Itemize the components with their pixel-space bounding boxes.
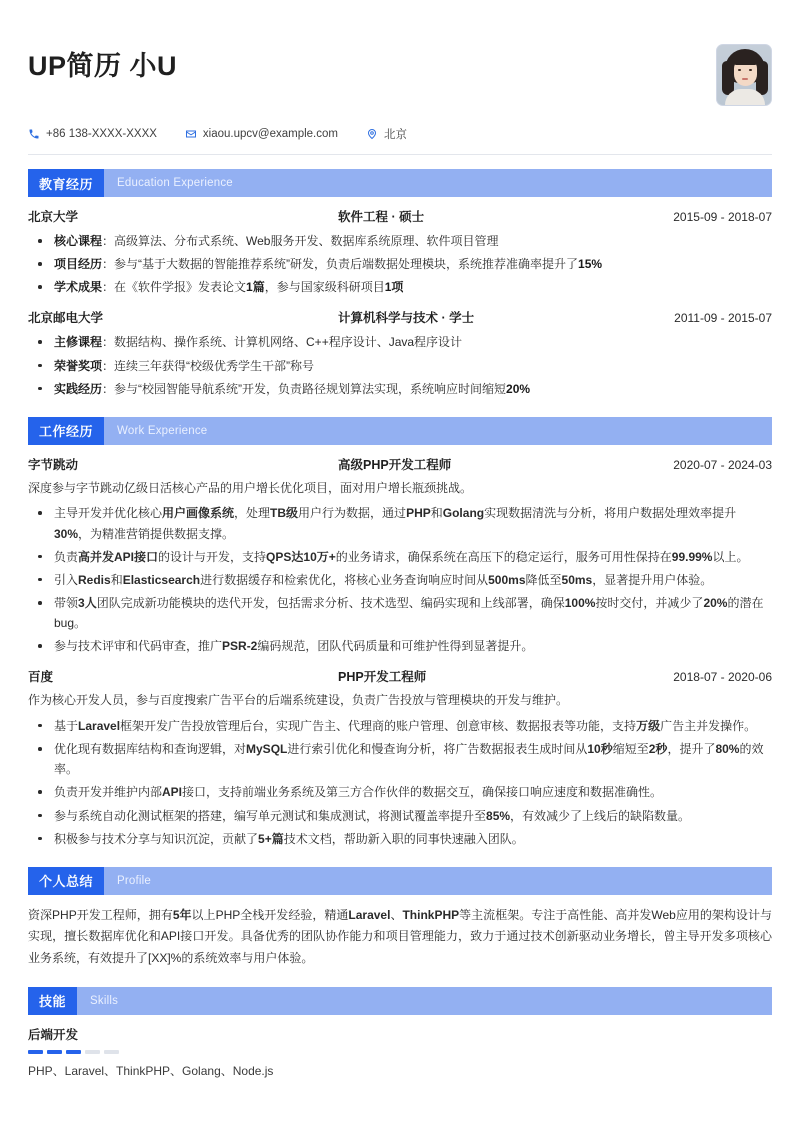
education-entry-head — [28, 207, 772, 225]
header-divider — [28, 154, 772, 155]
list-item: 主导开发并优化核心用户画像系统，处理TB级用户行为数据，通过PHP和Golang实现数据清洗与分析，将用户数据处理效率提升30%，为精准营销提供数据支撑。 — [28, 503, 772, 543]
list-item: 负责高并发API接口的设计与开发，支持QPS达10万+的业务请求，确保系统在高压下的稳定运行，服务可用性保持在99.99%以上。 — [28, 547, 772, 567]
bullet-metric: 15% — [578, 257, 603, 272]
work-summary: 深度参与字节跳动亿级日活核心产品的用户增长优化项目，面对用户增长瓶颈挑战。 — [28, 480, 473, 495]
skill-group — [28, 1025, 772, 1081]
contact-email-text: xiaou.upcv@example.com — [202, 128, 338, 140]
list-item — [28, 231, 772, 251]
list-item: 基于Laravel框架开发广告投放管理后台，实现广告主、代理商的账户管理、创意审核、数据报表等功能，支持万级广告主并发操作。 — [28, 716, 772, 736]
education-dates: 2015-09 - 2018-07 — [673, 210, 772, 224]
work-dates: 2018-07 - 2020-06 — [673, 670, 772, 685]
skill-level-dash — [66, 1050, 81, 1054]
education-org: 北京大学 — [28, 210, 79, 224]
skill-level-dash — [28, 1050, 43, 1054]
bullet-label: 实践经历 — [54, 381, 103, 396]
section-education — [28, 169, 772, 399]
contact-phone-text: +86 138-XXXX-XXXX — [46, 128, 157, 140]
section-work — [28, 417, 772, 849]
list-item — [28, 332, 772, 352]
section-title-en: Profile — [117, 874, 152, 887]
location-pin-icon — [366, 128, 378, 140]
work-role: 高级PHP开发工程师 — [338, 457, 452, 472]
list-item: 参与技术评审和代码审查，推广PSR-2编码规范，团队代码质量和可维护性得到显著提升。 — [28, 636, 772, 656]
bullet-text: ：连续三年获得“校级优秀学生干部”称号 — [102, 358, 315, 373]
list-item: 负责开发并维护内部API接口，支持前端业务系统及第三方合作伙伴的数据交互，确保接口响应速度和数据准确性。 — [28, 782, 772, 802]
bullet-metric: 20% — [506, 381, 531, 396]
education-bullets — [28, 332, 772, 398]
bullet-metric: 1项 — [384, 280, 404, 295]
work-company: 字节跳动 — [28, 457, 79, 472]
work-role: PHP开发工程师 — [338, 670, 427, 685]
avatar — [716, 44, 772, 106]
skill-items: PHP、Laravel、ThinkPHP、Golang、Node.js — [28, 1063, 274, 1078]
skill-group-title: 后端开发 — [28, 1027, 79, 1042]
bullet-label: 荣誉奖项 — [54, 358, 103, 373]
contact-email[interactable] — [185, 128, 338, 140]
list-item — [28, 277, 772, 297]
skill-level-dash — [85, 1050, 100, 1054]
section-header-education — [28, 169, 772, 197]
resume-header — [28, 0, 772, 106]
work-entry-head — [28, 667, 772, 685]
skill-level-meter — [28, 1050, 772, 1054]
bullet-metric: 1篇 — [246, 280, 265, 295]
work-entry — [28, 667, 772, 848]
education-entry-head — [28, 308, 772, 326]
contact-location-text: 北京 — [383, 129, 407, 141]
bullet-label: 学术成果 — [54, 280, 103, 295]
work-company: 百度 — [28, 670, 54, 685]
bullet-text: ：参与“校园智能导航系统”开发，负责路径规划算法实现，系统响应时间缩短 — [102, 381, 507, 396]
list-item — [28, 379, 772, 399]
section-profile — [28, 867, 772, 969]
bullet-label: 主修课程 — [54, 335, 103, 350]
education-entry — [28, 308, 772, 398]
section-title-en: Education Experience — [117, 177, 233, 189]
section-title-cn: 工作经历 — [28, 417, 104, 445]
header-left — [28, 42, 716, 82]
section-header-skills — [28, 987, 772, 1015]
bullet-label: 核心课程 — [54, 234, 103, 248]
section-skills — [28, 987, 772, 1081]
section-title-cn: 教育经历 — [28, 169, 104, 197]
education-degree: 软件工程 · 硕士 — [338, 210, 425, 224]
list-item — [28, 356, 772, 376]
list-item: 带领3人团队完成新功能模块的迭代开发，包括需求分析、技术选型、编码实现和上线部署，确保100%按时交付，并减少了20%的潜在bug。 — [28, 593, 772, 633]
education-org: 北京邮电大学 — [28, 311, 104, 326]
list-item — [28, 254, 772, 274]
contact-phone[interactable] — [28, 128, 157, 140]
section-title-cn: 技能 — [28, 987, 77, 1015]
section-title-cn: 个人总结 — [28, 867, 104, 895]
list-item: 积极参与技术分享与知识沉淀，贡献了5+篇技术文档，帮助新入职的同事快速融入团队。 — [28, 829, 772, 849]
section-title-en: Skills — [90, 994, 119, 1007]
skill-level-dash — [104, 1050, 119, 1054]
list-item: 优化现有数据库结构和查询逻辑，对MySQL进行索引优化和慢查询分析，将广告数据报表生成时间从10秒缩短至2秒，提升了80%的效率。 — [28, 739, 772, 779]
work-entry — [28, 455, 772, 657]
education-bullets — [28, 231, 772, 297]
page-title: UP简历 小U — [28, 51, 178, 81]
bullet-text: ：参与“基于大数据的智能推荐系统”研发，负责后端数据处理模块，系统推荐准确率提升了 — [102, 257, 579, 272]
phone-icon — [28, 128, 40, 140]
envelope-icon — [185, 128, 197, 140]
education-entry — [28, 207, 772, 297]
profile-text: 资深PHP开发工程师，拥有5年以上PHP全栈开发经验，精通Laravel、ThinkPHP等主流框架。专注于高性能、高并发Web应用的架构设计与实现，擅长数据库优化和API接口开发。具备优秀的团队协作能力和项目管理能力，致力于通过技术创新驱动业务增长，曾主导开发多项核心业务系统，有效提升了[XX]%的系统效率与用户体验。 — [28, 907, 772, 965]
work-summary: 作为核心开发人员，参与百度搜索广告平台的后端系统建设，负责广告投放与管理模块的开发与维护。 — [28, 693, 569, 708]
education-degree: 计算机科学与技术 · 学士 — [338, 311, 475, 326]
section-header-profile — [28, 867, 772, 895]
education-dates: 2011-09 - 2015-07 — [674, 311, 772, 326]
skill-level-dash — [47, 1050, 62, 1054]
work-dates: 2020-07 - 2024-03 — [673, 457, 772, 472]
contact-location[interactable] — [366, 126, 407, 142]
work-entry-head — [28, 455, 772, 473]
bullet-text: ，参与国家级科研项目 — [264, 280, 385, 295]
work-bullets — [28, 503, 772, 656]
contact-row — [28, 126, 772, 154]
bullet-text: ：在《软件学报》发表论文 — [102, 280, 247, 295]
section-title-en: Work Experience — [117, 424, 208, 437]
list-item: 引入Redis和Elasticsearch进行数据缓存和检索优化，将核心业务查询响应时间从500ms降低至50ms，显著提升用户体验。 — [28, 570, 772, 590]
work-bullets — [28, 716, 772, 849]
bullet-text: ：高级算法、分布式系统、Web服务开发、数据库系统原理、软件项目管理 — [102, 234, 499, 248]
list-item: 参与系统自动化测试框架的搭建，编写单元测试和集成测试，将测试覆盖率提升至85%，有效减少了上线后的缺陷数量。 — [28, 806, 772, 826]
section-header-work — [28, 417, 772, 445]
bullet-label: 项目经历 — [54, 257, 103, 272]
bullet-text: ：数据结构、操作系统、计算机网络、C++程序设计、Java程序设计 — [102, 335, 463, 350]
